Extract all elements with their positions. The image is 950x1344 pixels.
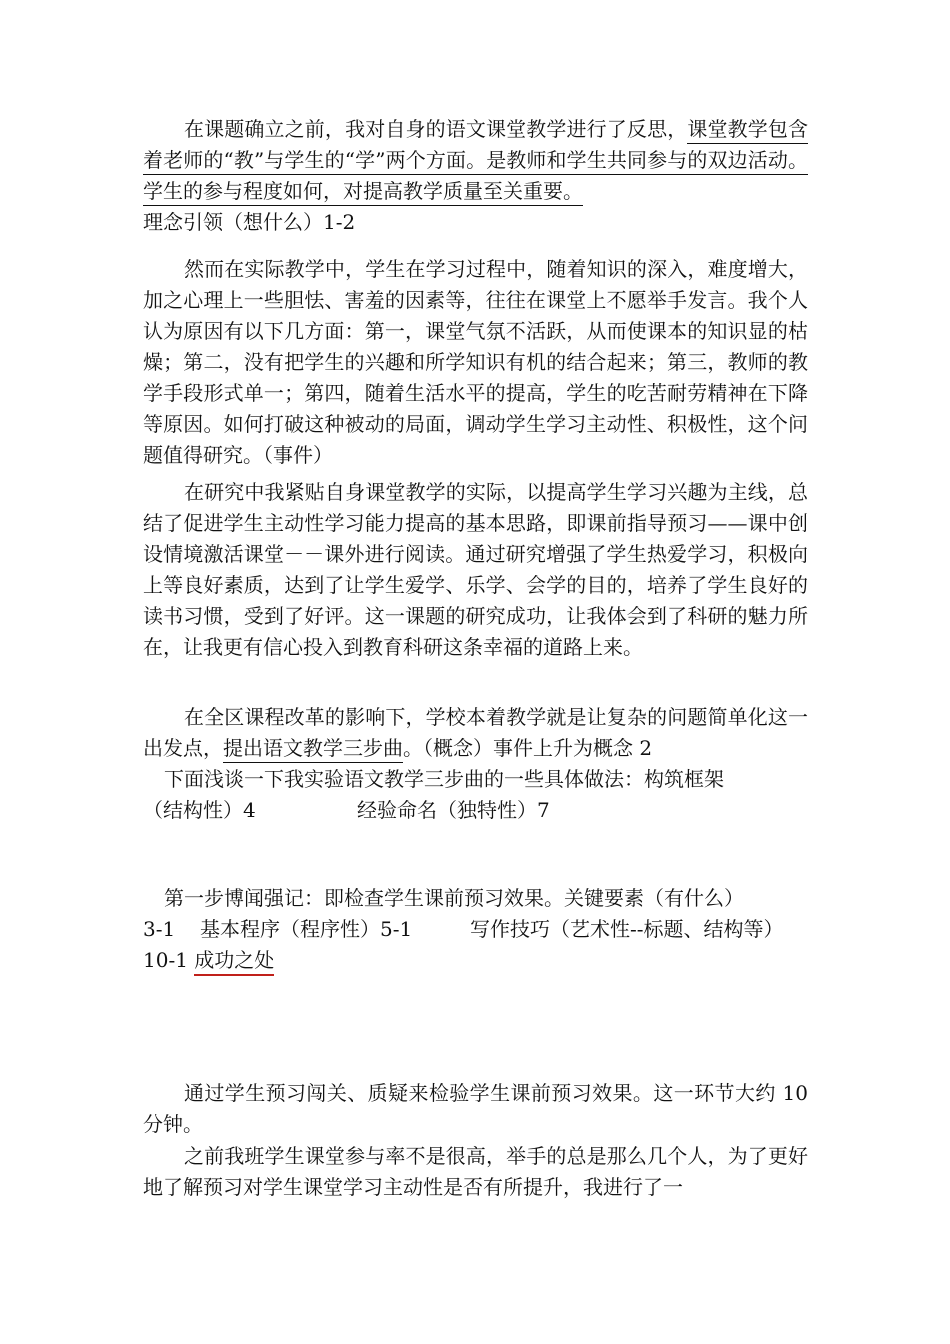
step-one-line-2c: 写作技巧（艺术性--标题、结构等）	[470, 917, 784, 941]
step-one-number: 10-1	[143, 948, 195, 972]
underlined-teaching-definition: 课堂教学包含着老师的“教”与学生的“学”两个方面。	[143, 117, 808, 175]
reflection-lead: 在课题确立之前，我对自身的语文课堂教学进行了反思，	[184, 117, 688, 141]
framework-line-1: 下面浅谈一下我实验语文教学三步曲的一些具体做法：构筑框架	[164, 767, 724, 791]
step-one-line-2a: 3-1	[143, 917, 176, 941]
framework-line-2a: （结构性）4	[143, 798, 256, 822]
paragraph-research: 在研究中我紧贴自身课堂教学的实际，以提高学生学习兴趣为主线，总结了促进学生主动性学习能力提高的基本思路，即课前指导预习——课中创设情境激活课堂－－课外进行阅读。通过研究增强了学生热爱学习，积极向上等良好素质，达到了让学生爱学、乐学、会学的目的，培养了学生良好的读书习惯，受到了好评。这一课题的研究成功，让我体会到了科研的魅力所在，让我更有信心投入到教育科研这条幸福的道路上来。	[143, 480, 808, 659]
step-one-line-3	[143, 945, 274, 976]
underlined-participation: 是教师和学生共同参与的双边活动。学生的参与程度如何，对提高教学质量至关重要。	[143, 148, 808, 206]
underlined-three-steps: 提出语文教学三步曲	[223, 736, 403, 763]
paragraph-preview-check: 通过学生预习闯关、质疑来检验学生课前预习效果。这一环节大约 10 分钟。	[143, 1081, 808, 1136]
step-one-line-1: 第一步博闻强记：即检查学生课前预习效果。关键要素（有什么）	[164, 886, 744, 910]
annotation-success: 成功之处	[194, 948, 274, 976]
curriculum-lead: 在全区课程改革的影响下，学校本着教学就是让复杂的问题简单化这一出发点，	[143, 705, 808, 760]
curriculum-tail: 。（概念）事件上升为概念 2	[403, 736, 653, 760]
paragraph-problem: 然而在实际教学中，学生在学习过程中，随着知识的深入，难度增大，加之心理上一些胆怯、害羞的因素等，往往在课堂上不愿举手发言。我个人认为原因有以下几方面：第一，课堂气氛不活跃，从而使课本的知识显的枯燥；第二，没有把学生的兴趣和所学知识有机的结合起来；第三，教师的教学手段形式单一；第四，随着生活水平的提高，学生的吃苦耐劳精神在下降等原因。如何打破这种被动的局面，调动学生学习主动性、积极性，这个问题值得研究。（事件）	[143, 257, 808, 467]
step-one-line-2b: 基本程序（程序性）5-1	[200, 917, 413, 941]
paragraph-participation: 之前我班学生课堂参与率不是很高，举手的总是那么几个人，为了更好地了解预习对学生课堂学习主动性是否有所提升，我进行了一	[143, 1144, 808, 1199]
paragraph-reflection	[143, 114, 808, 238]
paragraph-curriculum	[143, 702, 808, 764]
framework-line-2b: 经验命名（独特性）7	[357, 798, 550, 822]
tag-concept-guide: 理念引领（想什么）1-2	[143, 210, 356, 234]
